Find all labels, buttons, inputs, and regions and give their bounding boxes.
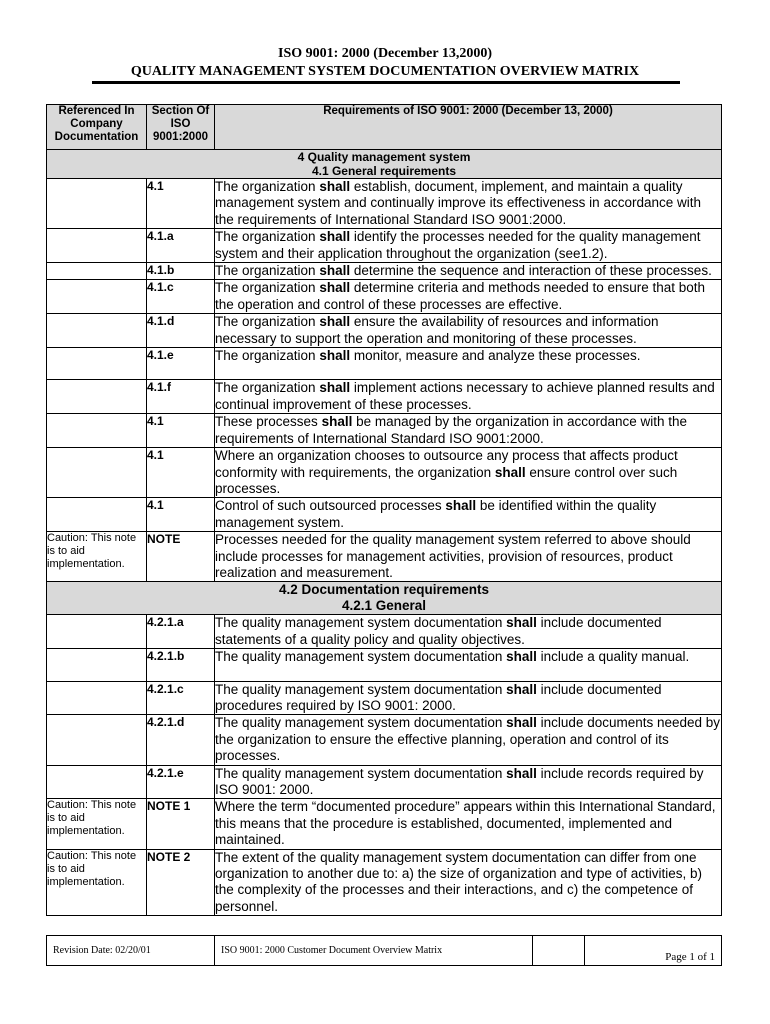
requirement-text-part: determine criteria and methods needed to ensure that both the operation and control of these processes are effective. [215, 280, 706, 312]
requirement-text-part: The organization [215, 380, 320, 396]
requirement-text [215, 649, 722, 681]
requirement-text-part: The quality management system documentation [215, 649, 507, 665]
requirement-text-part: These processes [215, 414, 322, 430]
requirement-text [215, 715, 722, 765]
requirement-row [47, 615, 722, 649]
section-4-2-1-title: 4.2.1 General [341, 598, 427, 614]
shall-keyword: shall [319, 348, 351, 364]
requirement-text-part: ensure the availability of resources and information necessary to support the operation and monitoring of these processes. [215, 314, 659, 346]
referenced-doc-cell [47, 448, 147, 498]
requirement-text-part: The quality management system documentation [215, 681, 507, 697]
requirement-text [215, 414, 722, 448]
shall-keyword: shall [319, 263, 351, 279]
requirement-text [215, 765, 722, 799]
requirement-text [215, 314, 722, 348]
referenced-doc-cell [47, 380, 147, 414]
document-subtitle: QUALITY MANAGEMENT SYSTEM DOCUMENTATION OVERVIEW MATRIX [130, 64, 640, 79]
shall-keyword: shall [319, 280, 351, 296]
referenced-doc-cell [47, 681, 147, 715]
shall-keyword: shall [319, 179, 351, 194]
section-number: 4.1 [147, 179, 215, 229]
requirement-row [47, 348, 722, 380]
section-number: 4.2.1.c [147, 681, 215, 715]
referenced-doc-cell [47, 263, 147, 280]
section-4-1-title: 4.1 General requirements [311, 164, 457, 178]
shall-keyword: shall [445, 498, 477, 514]
requirement-row [47, 314, 722, 348]
requirement-row [47, 681, 722, 715]
shall-keyword: shall [506, 765, 537, 781]
section-4-2-title: 4.2 Documentation requirements [278, 582, 490, 598]
section-number: 4.1.a [147, 229, 215, 263]
requirement-text-part: monitor, measure and analyze these processes. [350, 348, 641, 364]
header-referenced: Referenced In Company Documentation [47, 105, 147, 150]
referenced-doc-cell [47, 649, 147, 681]
requirement-text [215, 448, 722, 498]
requirement-text-part: The quality management system documentation [215, 765, 507, 781]
requirement-row [47, 765, 722, 799]
page-footer [46, 935, 722, 966]
requirement-text-part: The organization [215, 280, 320, 296]
section-row [47, 150, 722, 179]
shall-keyword: shall [494, 464, 526, 480]
requirement-text-part: The extent of the quality management system documentation can differ from one organization to another due to: a) the size of organization and type of activities, b) the complexity of the processes and their interactions, and c) the competence of personnel. [215, 849, 703, 914]
section-number: 4.2.1.d [147, 715, 215, 765]
requirement-row [47, 179, 722, 229]
referenced-doc-cell [47, 615, 147, 649]
title-underline [92, 81, 680, 84]
footer-document-name: ISO 9001: 2000 Customer Document Overview Matrix [215, 936, 533, 966]
requirement-row [47, 498, 722, 532]
requirement-text-part: include a quality manual. [536, 649, 690, 665]
section-number: 4.2.1.b [147, 649, 215, 681]
requirement-text-part: Where the term “documented procedure” appears within this International Standard, this means that the procedure is established, documented, implemented and maintained. [215, 799, 716, 848]
requirement-text [215, 498, 722, 532]
requirement-text-part: include documents needed by the organization to ensure the effective planning, operation and control of its processes. [215, 715, 721, 764]
page-number: Page 1 of 1 [585, 936, 722, 966]
referenced-doc-cell [47, 280, 147, 314]
referenced-doc-cell [47, 414, 147, 448]
requirement-text-part: The quality management system documentation [215, 615, 507, 631]
requirement-row [47, 799, 722, 849]
section-number: 4.2.1.a [147, 615, 215, 649]
requirement-text [215, 532, 722, 582]
requirement-row [47, 448, 722, 498]
section-number: NOTE [147, 532, 215, 582]
requirement-row [47, 280, 722, 314]
header-requirements: Requirements of ISO 9001: 2000 (December 13, 2000) [215, 105, 722, 150]
referenced-doc-cell [47, 179, 147, 229]
requirement-row [47, 849, 722, 916]
shall-keyword: shall [319, 229, 351, 245]
shall-keyword: shall [506, 715, 537, 731]
referenced-doc-cell [47, 715, 147, 765]
requirement-text-part: include documented procedures required by ISO 9001: 2000. [215, 681, 662, 713]
section-4-title: 4 Quality management system [297, 150, 471, 164]
referenced-doc-cell: Caution: This note is to aid implementation. [47, 799, 147, 849]
requirement-row [47, 649, 722, 681]
shall-keyword: shall [319, 314, 351, 330]
shall-keyword: shall [319, 380, 351, 396]
requirement-row [47, 414, 722, 448]
requirement-text-part: The organization [215, 179, 320, 194]
header-row [47, 105, 722, 150]
requirement-text [215, 380, 722, 414]
requirement-text-part: implement actions necessary to achieve planned results and continual improvement of these processes. [215, 380, 715, 412]
section-number: 4.1.c [147, 280, 215, 314]
footer-blank-cell [533, 936, 585, 966]
shall-keyword: shall [321, 414, 353, 430]
requirement-text-part: Control of such outsourced processes [215, 498, 446, 514]
requirement-text-part: include records required by ISO 9001: 2000. [215, 765, 704, 797]
requirement-text-part: ensure control over such processes. [215, 464, 678, 496]
requirement-text-part: determine the sequence and interaction of these processes. [350, 263, 712, 279]
document-title: ISO 9001: 2000 (December 13,2000) [278, 46, 492, 61]
shall-keyword: shall [506, 649, 537, 665]
requirement-text-part: be managed by the organization in accordance with the requirements of International Standard ISO 9001:2000. [215, 414, 688, 446]
section-number: 4.1.d [147, 314, 215, 348]
requirement-text [215, 263, 722, 280]
requirement-text [215, 179, 722, 229]
requirement-text-part: The quality management system documentation [215, 715, 507, 731]
requirement-text-part: Where an organization chooses to outsource any process that affects product conformity with requirements, the organization [215, 448, 678, 480]
requirement-text-part: The organization [215, 314, 320, 330]
referenced-doc-cell [47, 314, 147, 348]
requirement-text [215, 799, 722, 849]
section-number: 4.1 [147, 498, 215, 532]
requirement-text-part: The organization [215, 263, 320, 279]
section-heading [47, 582, 722, 615]
requirement-text-part: identify the processes needed for the quality management system and their application throughout the organization (see1.2). [215, 229, 701, 261]
requirement-text-part: be identified within the quality management system. [215, 498, 657, 530]
requirement-row [47, 263, 722, 280]
shall-keyword: shall [506, 681, 537, 697]
referenced-doc-cell: Caution: This note is to aid implementation. [47, 532, 147, 582]
referenced-doc-cell: Caution: This note is to aid implementation. [47, 849, 147, 916]
section-number: 4.1.f [147, 380, 215, 414]
section-number: 4.1.b [147, 263, 215, 280]
section-row [47, 582, 722, 615]
requirement-text [215, 229, 722, 263]
requirement-row [47, 715, 722, 765]
requirement-row [47, 532, 722, 582]
requirement-text [215, 681, 722, 715]
shall-keyword: shall [506, 615, 537, 631]
requirement-text [215, 348, 722, 380]
section-number: 4.1.e [147, 348, 215, 380]
referenced-doc-cell [47, 229, 147, 263]
requirement-row [47, 229, 722, 263]
section-heading [47, 150, 722, 179]
requirement-text-part: The organization [215, 348, 320, 364]
revision-date: Revision Date: 02/20/01 [47, 936, 215, 966]
section-number: 4.2.1.e [147, 765, 215, 799]
referenced-doc-cell [47, 498, 147, 532]
requirement-text-part: include documented statements of a quality policy and quality objectives. [215, 615, 662, 647]
referenced-doc-cell [47, 348, 147, 380]
header-section: Section Of ISO 9001:2000 [147, 105, 215, 150]
section-number: NOTE 2 [147, 849, 215, 916]
requirement-text-part: Processes needed for the quality management system referred to above should include processes for management activities, provision of resources, product realization and measurement. [215, 532, 691, 580]
requirement-row [47, 380, 722, 414]
requirement-text [215, 615, 722, 649]
section-number: 4.1 [147, 448, 215, 498]
requirements-matrix [46, 104, 722, 916]
section-number: 4.1 [147, 414, 215, 448]
requirement-text-part: The organization [215, 229, 320, 245]
section-number: NOTE 1 [147, 799, 215, 849]
requirement-text-part: establish, document, implement, and maintain a quality management system and continually improve its effectiveness in accordance with the requirements of International Standard ISO 9001:2000. [215, 179, 701, 227]
referenced-doc-cell [47, 765, 147, 799]
requirement-text [215, 849, 722, 916]
requirement-text [215, 280, 722, 314]
